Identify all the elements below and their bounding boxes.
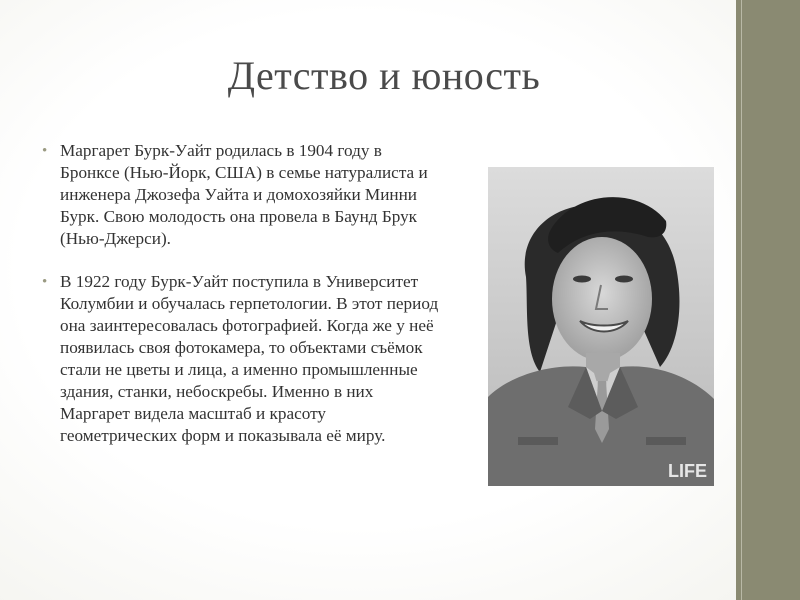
slide-title: Детство и юность: [227, 53, 541, 98]
bullet-text: В 1922 году Бурк-Уайт поступила в Университет Колумбии и обучалась герпетологии. В этот период она заинтересовалась фотографией. Когда же у неё появилась своя фотокамера, то объектами съёмок стали не цветы и лица, а именно промышленные здания, станки, небоскребы. Именно в них Маргарет видела масштаб и красоту геометрических форм и показывала её миру.: [60, 272, 439, 445]
life-watermark: LIFE: [668, 461, 707, 481]
portrait-illustration: [488, 167, 714, 486]
portrait-photo: [488, 167, 714, 486]
bullet-list: [40, 140, 444, 468]
bullet-icon: •: [42, 274, 48, 290]
bullet-text: Маргарет Бурк-Уайт родилась в 1904 году в Бронксе (Нью-Йорк, США) в семье натуралиста и инженера Джозефа Уайта и домохозяйки Минни Бурк. Свою молодость она провела в Баунд Брук (Нью-Джерси).: [60, 141, 428, 248]
bullet-icon: •: [42, 143, 48, 159]
bullet-item: [40, 271, 444, 447]
bullet-item: [40, 140, 444, 250]
